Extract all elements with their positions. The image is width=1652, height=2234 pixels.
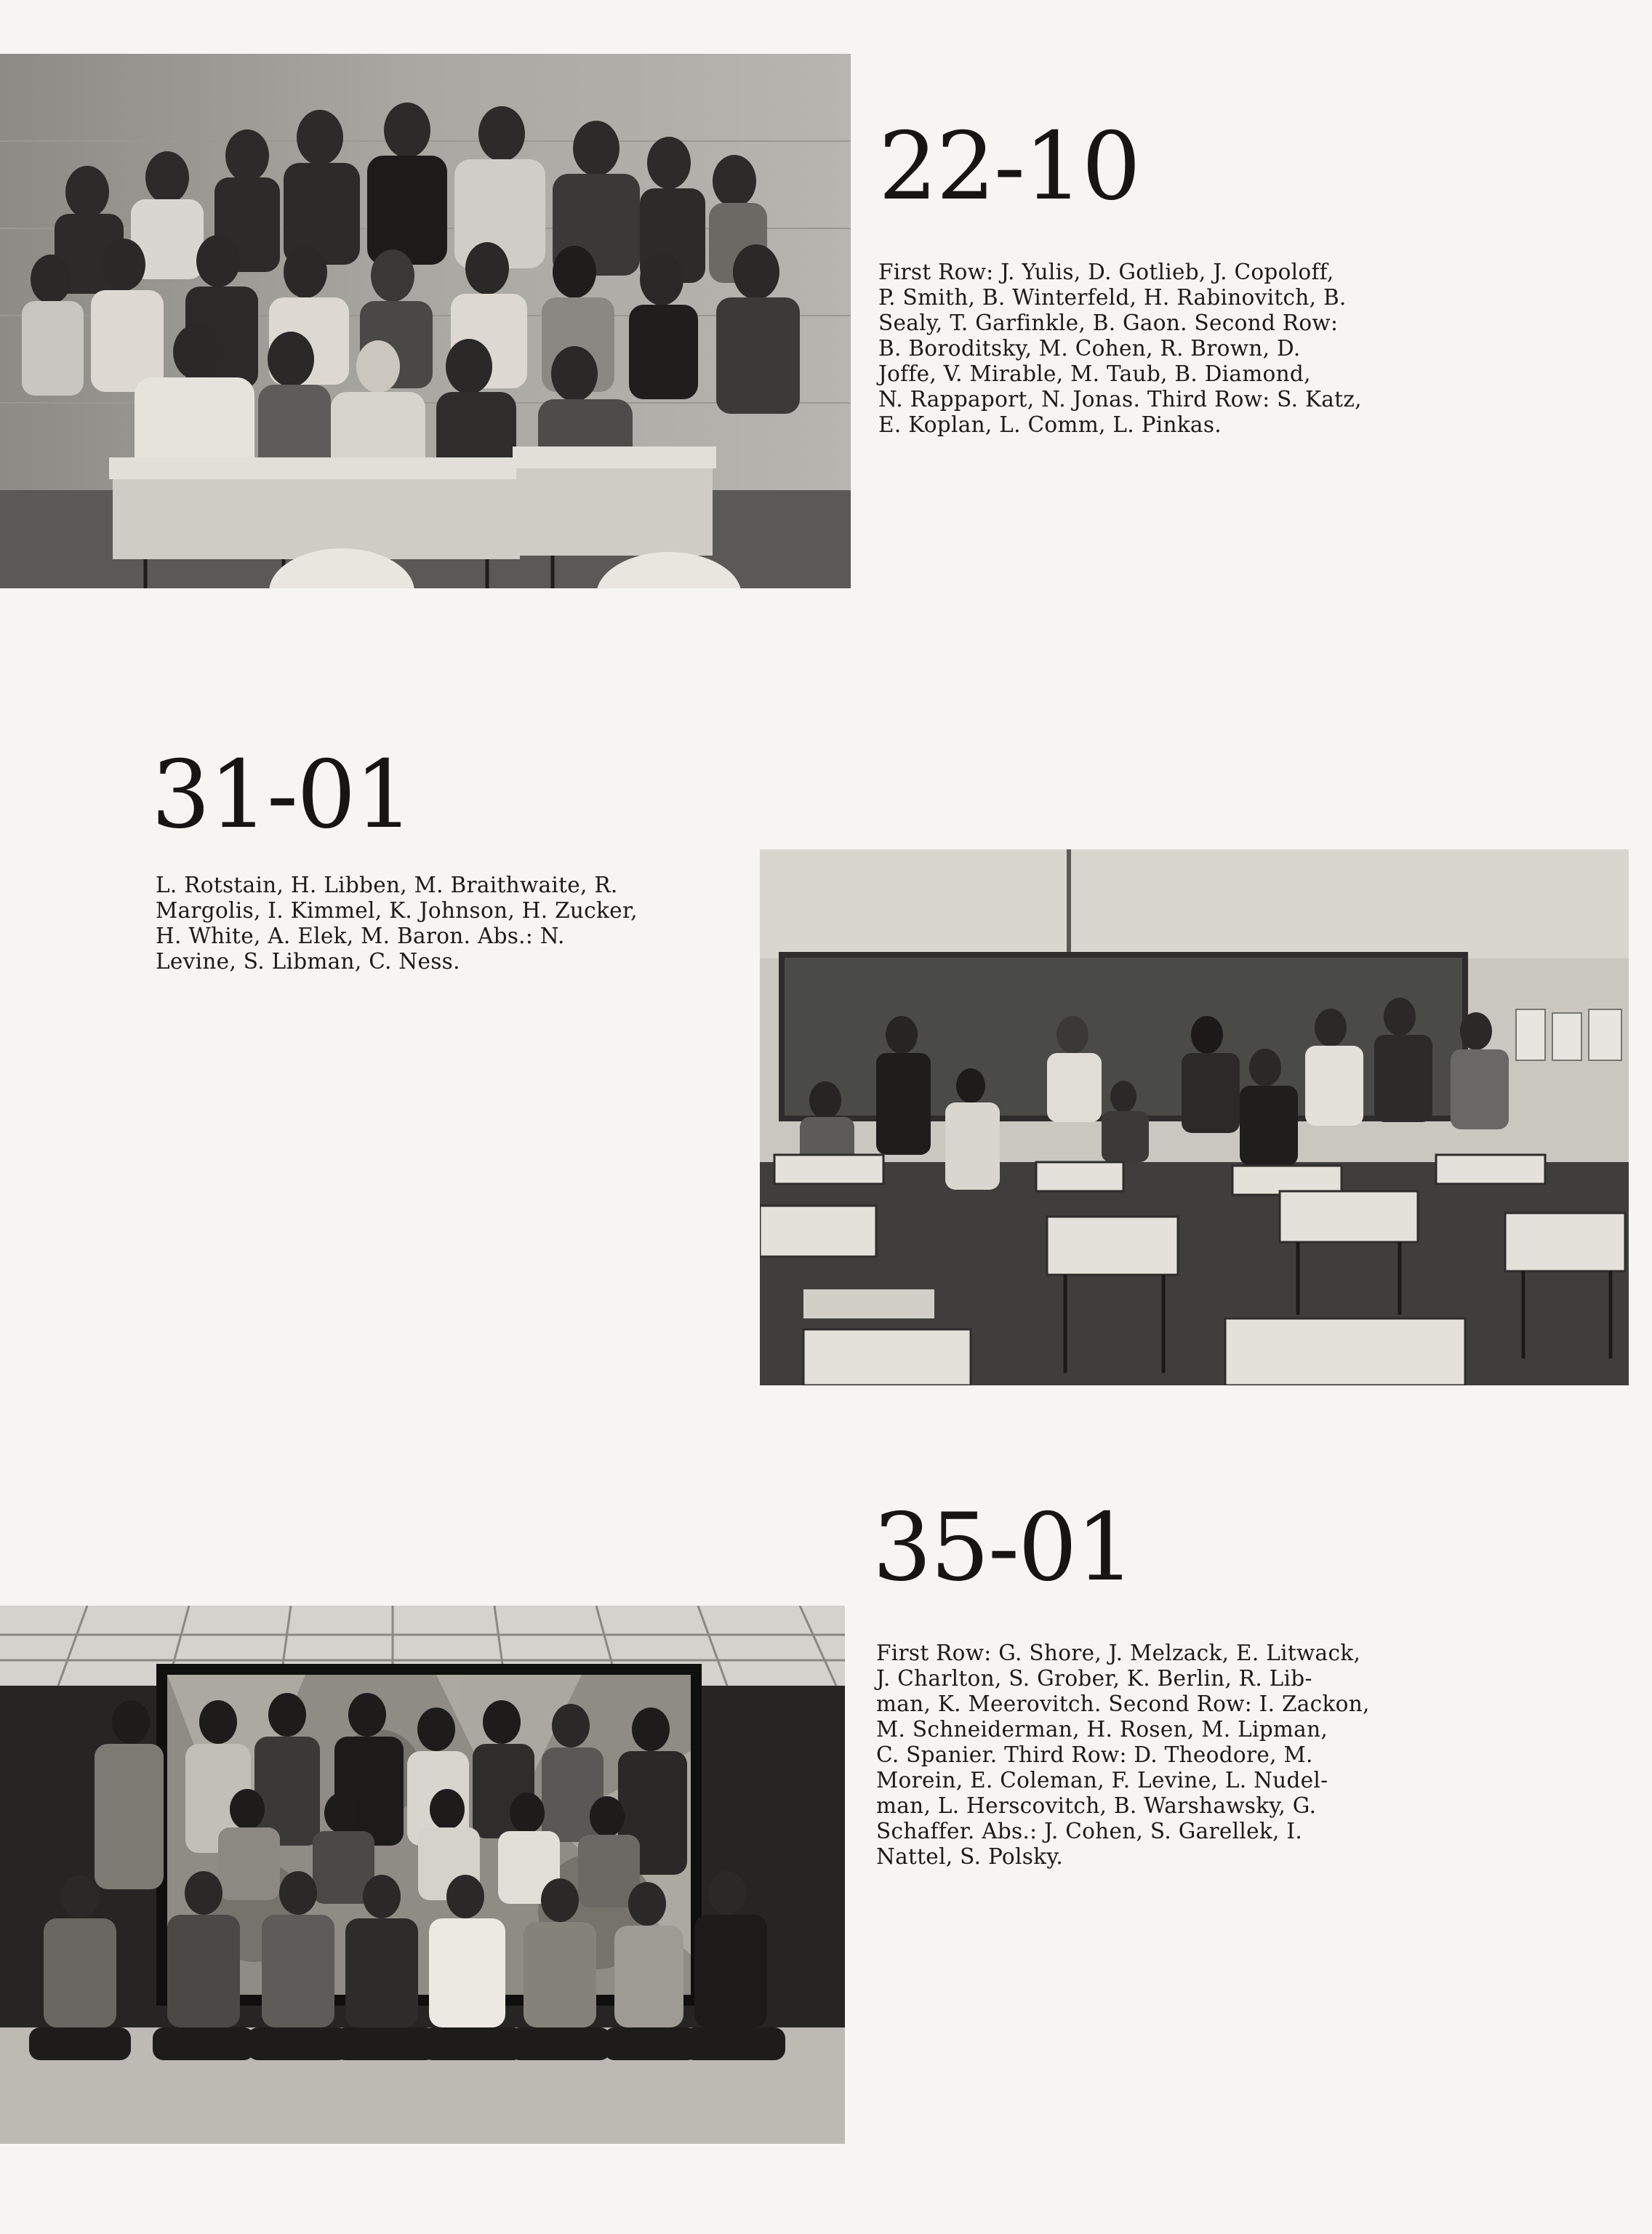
- class-caption-22-10: [878, 260, 1362, 438]
- caption-line: B. Boroditsky, M. Cohen, R. Brown, D.: [878, 336, 1301, 361]
- caption-line: J. Charlton, S. Grober, K. Berlin, R. Lib-: [876, 1666, 1312, 1691]
- caption-line: First Row: G. Shore, J. Melzack, E. Litwack,: [876, 1641, 1361, 1665]
- caption-line: N. Rappaport, N. Jonas. Third Row: S. Katz,: [878, 387, 1362, 412]
- caption-line: Levine, S. Libman, C. Ness.: [156, 949, 460, 974]
- caption-line: Schaffer. Abs.: J. Cohen, S. Garellek, I.: [876, 1819, 1302, 1843]
- class-photo-31-01: [760, 849, 1629, 1385]
- class-heading-22-10: 22-10: [878, 113, 1139, 221]
- caption-line: M. Schneiderman, H. Rosen, M. Lipman,: [876, 1717, 1328, 1742]
- caption-line: H. White, A. Elek, M. Baron. Abs.: N.: [156, 924, 565, 948]
- class-heading-31-01: 31-01: [151, 741, 412, 849]
- caption-line: man, L. Herscovitch, B. Warshawsky, G.: [876, 1793, 1317, 1818]
- caption-line: Sealy, T. Garfinkle, B. Gaon. Second Row:: [878, 311, 1339, 335]
- class-caption-31-01: [156, 873, 638, 974]
- class-photo-22-10: [0, 54, 851, 588]
- class-caption-35-01: [876, 1641, 1370, 1870]
- caption-line: L. Rotstain, H. Libben, M. Braithwaite, R.: [156, 873, 618, 897]
- caption-line: Margolis, I. Kimmel, K. Johnson, H. Zucker,: [156, 898, 638, 923]
- caption-line: First Row: J. Yulis, D. Gotlieb, J. Copoloff,: [878, 260, 1334, 284]
- class-photo-35-01: [0, 1606, 845, 2144]
- caption-line: E. Koplan, L. Comm, L. Pinkas.: [878, 412, 1222, 437]
- caption-line: P. Smith, B. Winterfeld, H. Rabinovitch, B.: [878, 285, 1347, 310]
- caption-line: Morein, E. Coleman, F. Levine, L. Nudel-: [876, 1768, 1328, 1793]
- class-heading-35-01: 35-01: [873, 1494, 1134, 1602]
- caption-line: Joffe, V. Mirable, M. Taub, B. Diamond,: [878, 361, 1311, 386]
- caption-line: C. Spanier. Third Row: D. Theodore, M.: [876, 1742, 1313, 1767]
- caption-line: Nattel, S. Polsky.: [876, 1844, 1064, 1869]
- caption-line: man, K. Meerovitch. Second Row: I. Zackon,: [876, 1691, 1370, 1716]
